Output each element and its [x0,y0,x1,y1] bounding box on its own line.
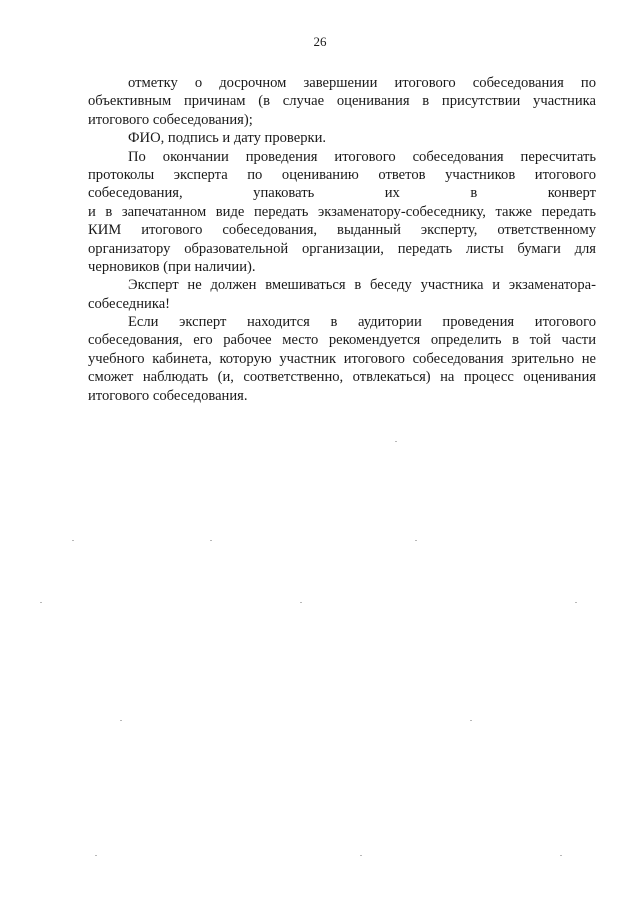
paragraph-expert-workplace [88,313,596,405]
paragraph-after-interview [88,148,596,277]
text-line: протоколы эксперта по оцениванию ответов участников итогового [88,166,596,183]
text-line: Эксперт не должен вмешиваться в беседу участника и экзаменатора- [128,277,596,294]
scan-speck [560,855,562,856]
scan-speck [395,441,397,442]
text-line: объективным причинам (в случае оценивания в присутствии участника [88,93,596,110]
text-line: учебного кабинета, которую участник итогового собеседования зрительно не [88,350,596,367]
text-line: итогового собеседования); [88,111,253,128]
scan-speck [95,855,97,856]
text-line: КИМ итогового собеседования, выданный эксперту, ответственному [88,222,596,239]
paragraph-early-completion-mark [88,74,596,129]
text-line: сможет наблюдать (и, соответственно, отвлекаться) на процесс оценивания [88,369,596,386]
scan-speck [300,602,302,603]
text-line: собеседования, его рабочее место рекомендуется определить в той части [88,332,596,349]
paragraph-signature [88,129,596,147]
text-line: собеседника! [88,295,171,312]
scan-speck [210,540,212,541]
text-line: собеседования, упаковать их в конверт [88,185,596,202]
text-line: ФИО, подпись и дату проверки. [128,130,327,147]
document-body [88,74,596,405]
scan-speck [72,540,74,541]
text-line: отметку о досрочном завершении итогового собеседования по [128,75,596,91]
text-line: и в запечатанном виде передать экзаменатору-собеседнику, также передать [88,203,596,220]
text-line: итогового собеседования. [88,387,248,404]
text-line: По окончании проведения итогового собеседования пересчитать [128,148,596,165]
paragraph-no-interference [88,276,596,313]
scan-speck [415,540,417,541]
scan-speck [575,602,577,603]
text-line: Если эксперт находится в аудитории проведения итогового [128,314,596,331]
scan-speck [470,720,472,721]
page-number: 26 [313,34,327,49]
scan-speck [360,855,362,856]
scan-speck [40,602,42,603]
text-line: организатору образовательной организации, передать листы бумаги для [88,240,596,257]
scan-speck [120,720,122,721]
text-line: черновиков (при наличии). [88,258,256,275]
